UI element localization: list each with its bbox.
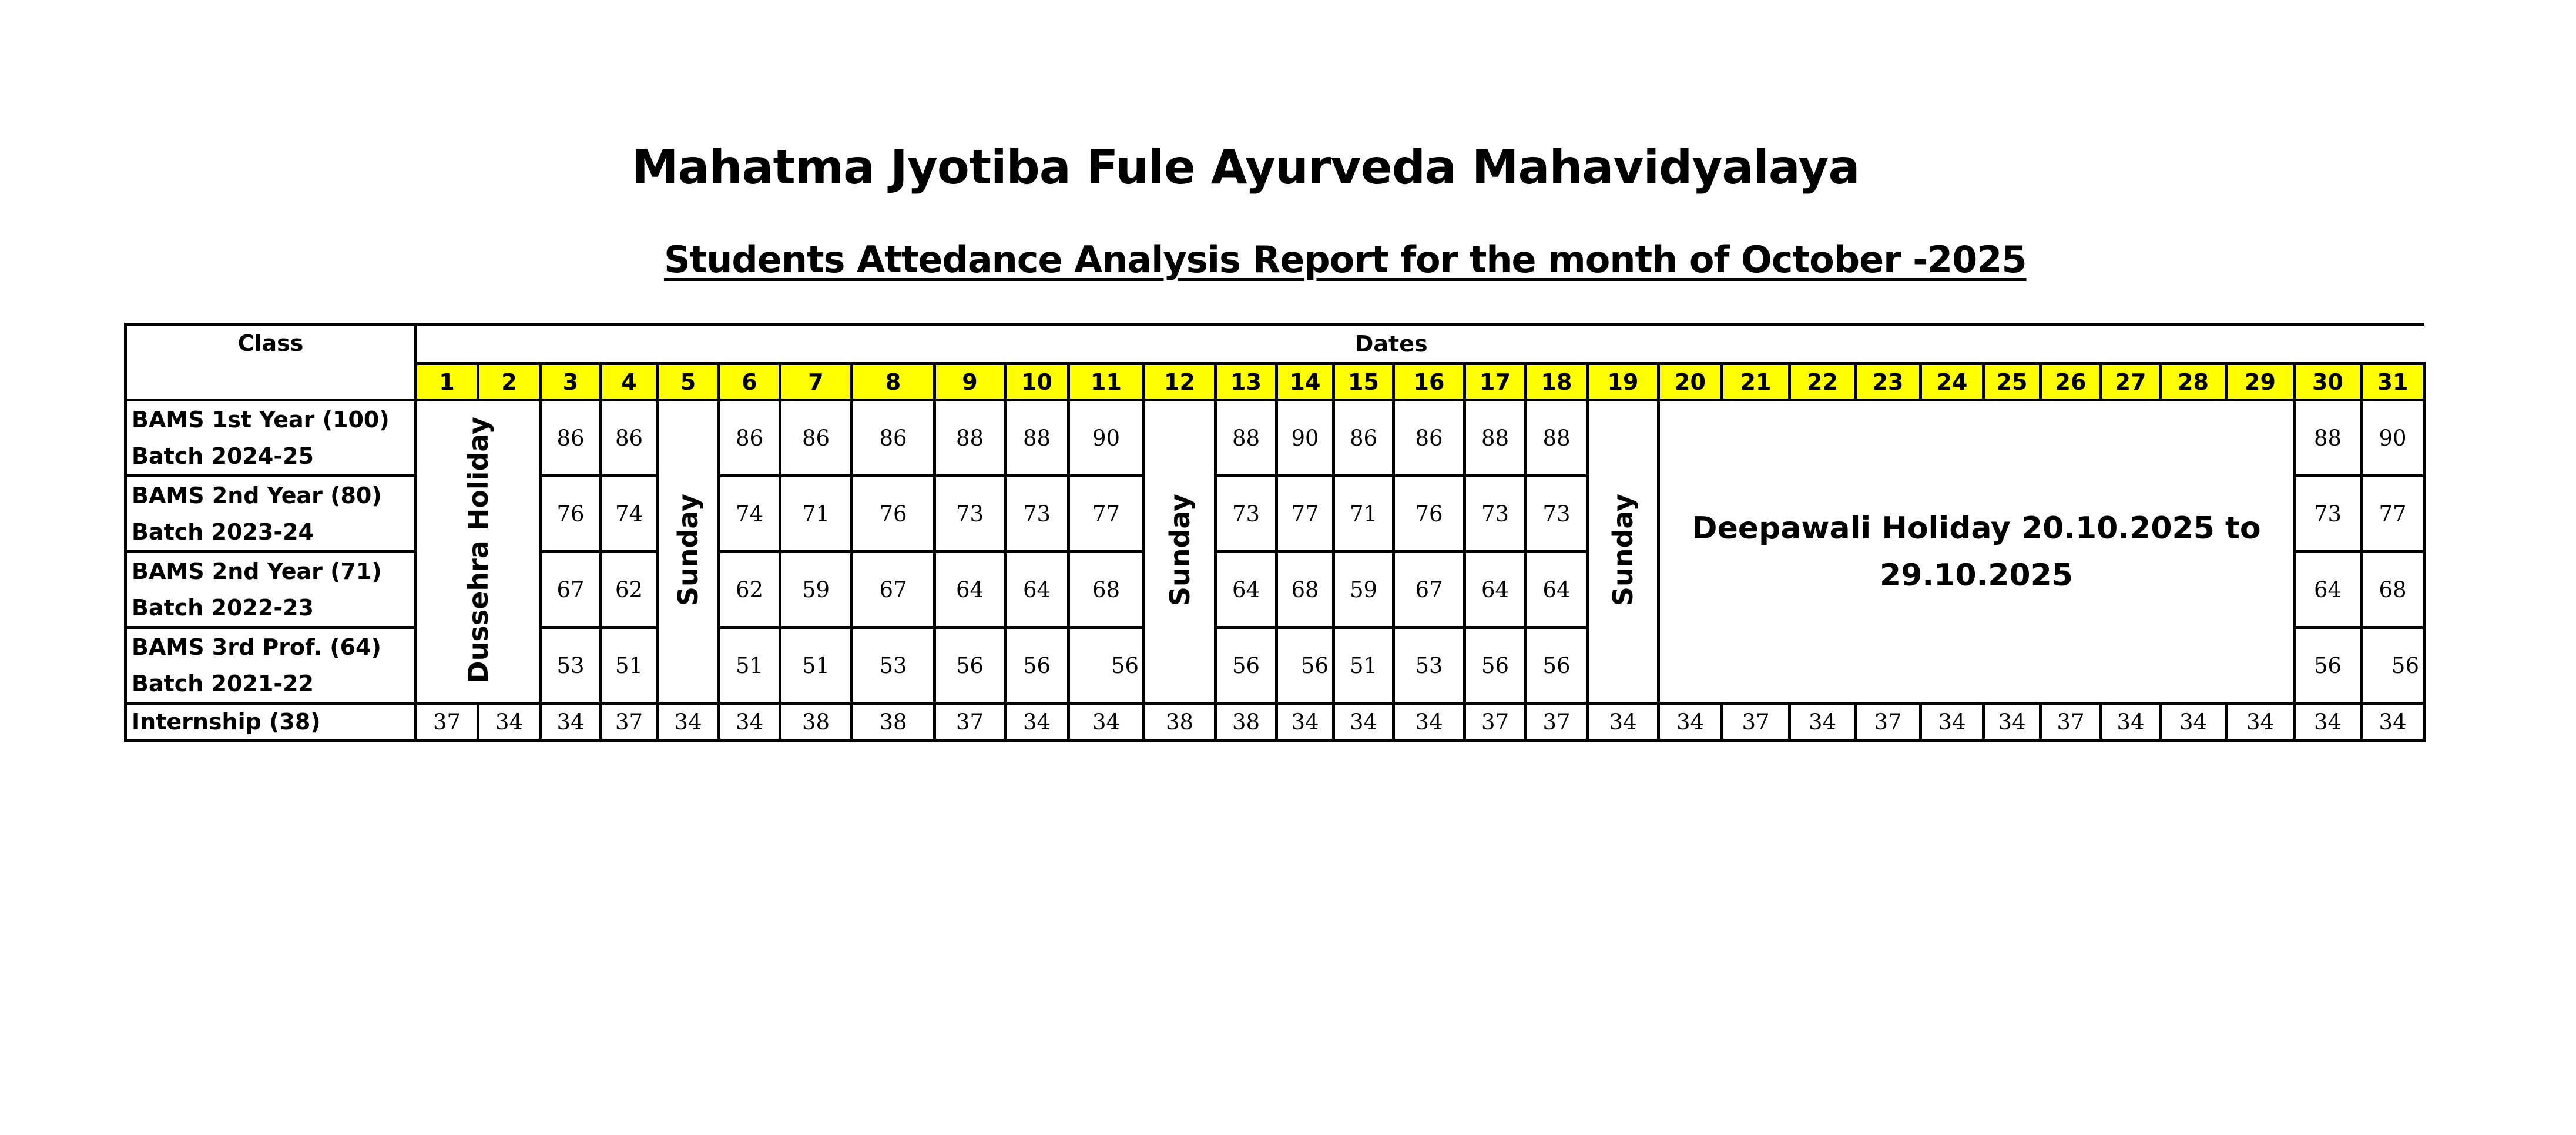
internship-value: 34 xyxy=(1588,704,1659,741)
attendance-value: 90 xyxy=(1069,400,1144,476)
date-header-2: 2 xyxy=(478,364,541,400)
attendance-value: 56 xyxy=(1069,628,1144,704)
attendance-value: 53 xyxy=(1394,628,1465,704)
date-header-22: 22 xyxy=(1790,364,1856,400)
date-header-21: 21 xyxy=(1722,364,1790,400)
report-subtitle: Students Attedance Analysis Report for the month of October -2025 xyxy=(664,238,2027,281)
attendance-value: 73 xyxy=(1005,476,1069,552)
internship-value: 34 xyxy=(1277,704,1334,741)
dates-header-label: Dates xyxy=(1354,331,1428,357)
attendance-value: 62 xyxy=(601,552,658,628)
attendance-value: 51 xyxy=(1334,628,1394,704)
attendance-value: 56 xyxy=(2295,628,2362,704)
sunday-cell-19 xyxy=(1588,400,1659,704)
date-header-19: 19 xyxy=(1588,364,1659,400)
internship-value: 37 xyxy=(601,704,658,741)
sunday-label: Sunday xyxy=(1163,494,1196,607)
internship-value: 34 xyxy=(2161,704,2226,741)
attendance-table xyxy=(124,323,2426,742)
attendance-value: 51 xyxy=(719,628,780,704)
internship-value: 37 xyxy=(1722,704,1790,741)
attendance-value: 88 xyxy=(1005,400,1069,476)
attendance-value: 59 xyxy=(780,552,852,628)
date-header-14: 14 xyxy=(1277,364,1334,400)
date-header-23: 23 xyxy=(1856,364,1921,400)
internship-value: 34 xyxy=(1334,704,1394,741)
date-header-11: 11 xyxy=(1069,364,1144,400)
date-header-25: 25 xyxy=(1984,364,2041,400)
sunday-cell-5 xyxy=(658,400,719,704)
attendance-value: 86 xyxy=(1334,400,1394,476)
attendance-value: 77 xyxy=(1277,476,1334,552)
attendance-value: 64 xyxy=(1005,552,1069,628)
internship-value: 34 xyxy=(2101,704,2161,741)
internship-value: 37 xyxy=(1856,704,1921,741)
attendance-value: 73 xyxy=(1465,476,1526,552)
deepawali-holiday-line2: 29.10.2025 xyxy=(1880,557,2073,593)
attendance-value: 56 xyxy=(935,628,1005,704)
sunday-label: Sunday xyxy=(672,494,704,607)
attendance-value: 67 xyxy=(852,552,935,628)
internship-value: 34 xyxy=(1394,704,1465,741)
attendance-value: 88 xyxy=(1465,400,1526,476)
attendance-value: 73 xyxy=(2295,476,2362,552)
date-header-28: 28 xyxy=(2161,364,2226,400)
batch-name: Batch 2022-23 xyxy=(132,595,314,621)
attendance-value: 88 xyxy=(935,400,1005,476)
date-header-13: 13 xyxy=(1216,364,1277,400)
internship-value: 34 xyxy=(2362,704,2424,741)
internship-value: 34 xyxy=(1005,704,1069,741)
class-name: BAMS 2nd Year (71) xyxy=(132,558,382,584)
internship-value: 34 xyxy=(1790,704,1856,741)
date-header-29: 29 xyxy=(2226,364,2295,400)
attendance-value: 51 xyxy=(780,628,852,704)
batch-name: Batch 2023-24 xyxy=(132,519,314,545)
attendance-value: 86 xyxy=(780,400,852,476)
class-cell xyxy=(126,400,416,476)
internship-row xyxy=(126,704,2424,741)
date-header-26: 26 xyxy=(2041,364,2101,400)
internship-value: 38 xyxy=(1216,704,1277,741)
page-title: Mahatma Jyotiba Fule Ayurveda Mahavidyalaya xyxy=(632,140,1860,195)
date-header-31: 31 xyxy=(2362,364,2424,400)
attendance-value: 74 xyxy=(719,476,780,552)
date-header-17: 17 xyxy=(1465,364,1526,400)
class-header: Class xyxy=(126,324,416,400)
attendance-value: 64 xyxy=(1526,552,1588,628)
attendance-value: 88 xyxy=(1216,400,1277,476)
dussehra-holiday-label: Dussehra Holiday xyxy=(462,417,494,684)
attendance-value: 56 xyxy=(1216,628,1277,704)
attendance-value: 64 xyxy=(935,552,1005,628)
internship-value: 34 xyxy=(658,704,719,741)
class-row xyxy=(126,400,2424,476)
internship-value: 34 xyxy=(719,704,780,741)
internship-value: 37 xyxy=(2041,704,2101,741)
attendance-value: 86 xyxy=(852,400,935,476)
date-header-9: 9 xyxy=(935,364,1005,400)
attendance-value: 77 xyxy=(2362,476,2424,552)
attendance-value: 67 xyxy=(1394,552,1465,628)
sunday-cell-12 xyxy=(1144,400,1216,704)
date-header-1: 1 xyxy=(416,364,478,400)
attendance-value: 86 xyxy=(1394,400,1465,476)
attendance-value: 68 xyxy=(1069,552,1144,628)
attendance-value: 56 xyxy=(1526,628,1588,704)
attendance-value: 56 xyxy=(1277,628,1334,704)
attendance-value: 88 xyxy=(1526,400,1588,476)
date-header-5: 5 xyxy=(658,364,719,400)
date-header-15: 15 xyxy=(1334,364,1394,400)
date-header-16: 16 xyxy=(1394,364,1465,400)
internship-value: 34 xyxy=(1984,704,2041,741)
internship-value: 38 xyxy=(852,704,935,741)
batch-name: Batch 2024-25 xyxy=(132,443,314,469)
attendance-value: 56 xyxy=(1005,628,1069,704)
attendance-value: 76 xyxy=(1394,476,1465,552)
attendance-value: 77 xyxy=(1069,476,1144,552)
attendance-value: 73 xyxy=(935,476,1005,552)
date-header-20: 20 xyxy=(1659,364,1722,400)
date-header-30: 30 xyxy=(2295,364,2362,400)
date-header-18: 18 xyxy=(1526,364,1588,400)
attendance-value: 62 xyxy=(719,552,780,628)
date-number-row xyxy=(126,364,2424,400)
attendance-value: 88 xyxy=(2295,400,2362,476)
date-header-24: 24 xyxy=(1921,364,1984,400)
class-cell xyxy=(126,476,416,552)
attendance-value: 71 xyxy=(1334,476,1394,552)
attendance-value: 90 xyxy=(2362,400,2424,476)
attendance-value: 64 xyxy=(1465,552,1526,628)
attendance-value: 53 xyxy=(852,628,935,704)
attendance-value: 76 xyxy=(541,476,601,552)
sunday-label: Sunday xyxy=(1607,494,1639,607)
attendance-value: 68 xyxy=(2362,552,2424,628)
attendance-value: 74 xyxy=(601,476,658,552)
class-name: BAMS 1st Year (100) xyxy=(132,407,390,433)
deepawali-holiday-cell xyxy=(1659,400,2295,704)
attendance-value: 71 xyxy=(780,476,852,552)
date-header-3: 3 xyxy=(541,364,601,400)
attendance-value: 56 xyxy=(1465,628,1526,704)
internship-class-cell: Internship (38) xyxy=(126,704,416,741)
internship-value: 38 xyxy=(780,704,852,741)
attendance-value: 73 xyxy=(1526,476,1588,552)
attendance-value: 64 xyxy=(2295,552,2362,628)
attendance-value: 86 xyxy=(541,400,601,476)
date-header-7: 7 xyxy=(780,364,852,400)
internship-value: 37 xyxy=(416,704,478,741)
attendance-value: 86 xyxy=(601,400,658,476)
internship-value: 34 xyxy=(2226,704,2295,741)
attendance-value: 59 xyxy=(1334,552,1394,628)
internship-value: 34 xyxy=(1069,704,1144,741)
date-header-12: 12 xyxy=(1144,364,1216,400)
internship-value: 34 xyxy=(2295,704,2362,741)
attendance-value: 76 xyxy=(852,476,935,552)
dates-header xyxy=(416,324,2424,364)
dussehra-holiday-cell xyxy=(416,400,541,704)
attendance-value: 56 xyxy=(2362,628,2424,704)
date-header-10: 10 xyxy=(1005,364,1069,400)
internship-value: 37 xyxy=(1465,704,1526,741)
attendance-value: 73 xyxy=(1216,476,1277,552)
batch-name: Batch 2021-22 xyxy=(132,671,314,697)
internship-value: 37 xyxy=(935,704,1005,741)
class-cell xyxy=(126,552,416,628)
date-header-4: 4 xyxy=(601,364,658,400)
internship-value: 34 xyxy=(478,704,541,741)
internship-value: 37 xyxy=(1526,704,1588,741)
class-cell xyxy=(126,628,416,704)
internship-value: 34 xyxy=(1659,704,1722,741)
internship-value: 38 xyxy=(1144,704,1216,741)
deepawali-holiday-line1: Deepawali Holiday 20.10.2025 to xyxy=(1692,510,2261,546)
internship-value: 34 xyxy=(541,704,601,741)
class-name: BAMS 3rd Prof. (64) xyxy=(132,634,381,660)
attendance-value: 68 xyxy=(1277,552,1334,628)
attendance-value: 86 xyxy=(719,400,780,476)
class-name: BAMS 2nd Year (80) xyxy=(132,483,382,508)
header-row-dates-label xyxy=(126,324,2424,364)
attendance-value: 51 xyxy=(601,628,658,704)
internship-value: 34 xyxy=(1921,704,1984,741)
date-header-27: 27 xyxy=(2101,364,2161,400)
date-header-8: 8 xyxy=(852,364,935,400)
attendance-value: 67 xyxy=(541,552,601,628)
attendance-value: 53 xyxy=(541,628,601,704)
attendance-value: 64 xyxy=(1216,552,1277,628)
date-header-6: 6 xyxy=(719,364,780,400)
attendance-value: 90 xyxy=(1277,400,1334,476)
